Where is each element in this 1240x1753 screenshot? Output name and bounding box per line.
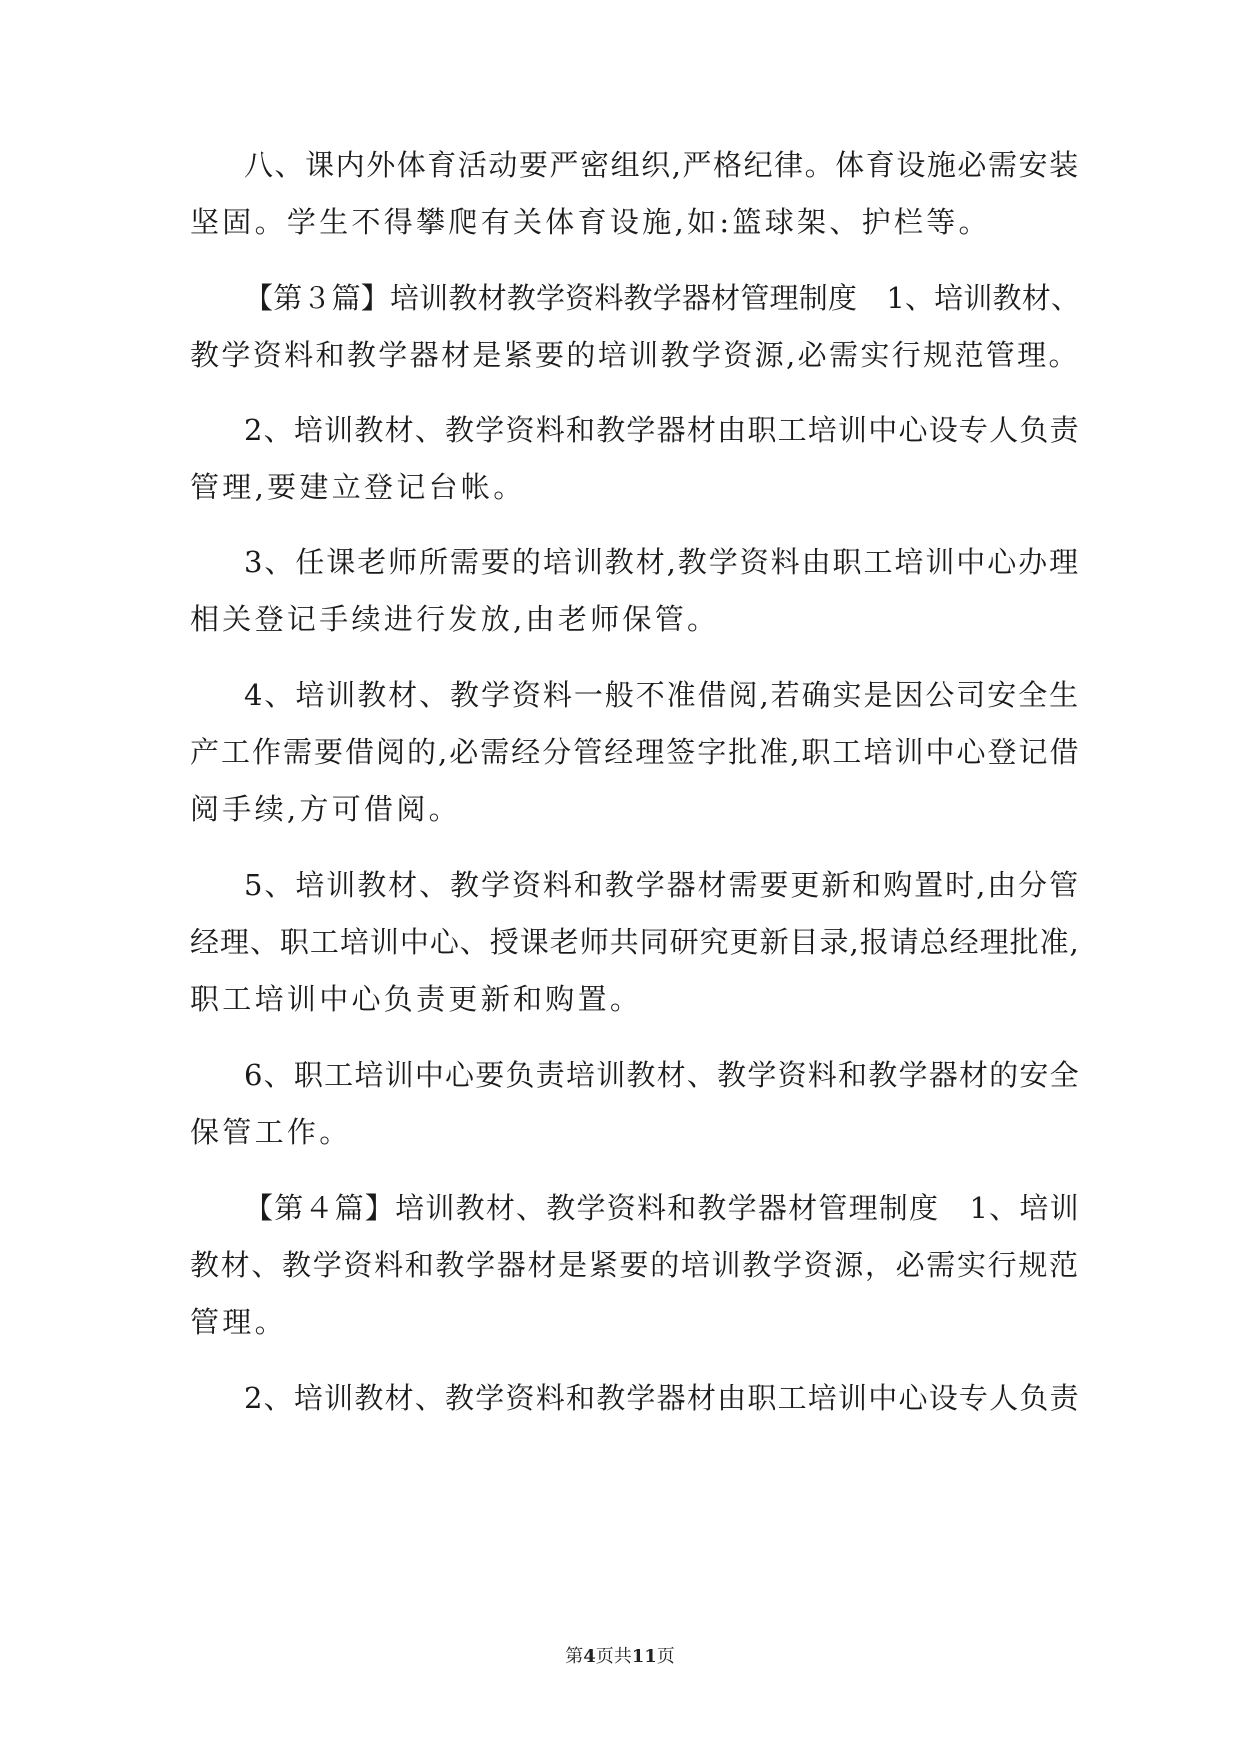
paragraph-line: 教材、教学资料和教学器材是紧要的培训教学资源，必需实行规范 xyxy=(190,1248,1080,1282)
paragraph-line: 产工作需要借阅的,必需经分管经理签字批准,职工培训中心登记借 xyxy=(190,735,1081,769)
page-footer xyxy=(0,1645,1240,1669)
paragraph-line: 5、培训教材、教学资料和教学器材需要更新和购置时,由分管 xyxy=(244,868,1081,902)
paragraph-line: 管理,要建立登记台帐。 xyxy=(190,470,526,504)
paragraph-line: 八、课内外体育活动要严密组织,严格纪律。体育设施必需安装 xyxy=(244,148,1080,182)
paragraph-line: 职工培训中心负责更新和购置。 xyxy=(190,982,643,1016)
paragraph-line: 坚固。学生不得攀爬有关体育设施,如:篮球架、护栏等。 xyxy=(190,205,991,239)
paragraph-line: 教学资料和教学器材是紧要的培训教学资源,必需实行规范管理。 xyxy=(190,338,1080,372)
paragraph-line: 相关登记手续进行发放,由老师保管。 xyxy=(190,602,720,636)
paragraph-line: 阅手续,方可借阅。 xyxy=(190,792,461,826)
paragraph-line: 2、培训教材、教学资料和教学器材由职工培训中心设专人负责 xyxy=(244,1381,1080,1415)
paragraph-line: 管理。 xyxy=(190,1305,287,1339)
paragraph-line: 3、任课老师所需要的培训教材,教学资料由职工培训中心办理 xyxy=(244,545,1081,579)
paragraph-line: 2、培训教材、教学资料和教学器材由职工培训中心设专人负责 xyxy=(244,413,1080,447)
paragraph-line: 【第３篇】培训教材教学资料教学器材管理制度 1、培训教材、 xyxy=(244,281,1081,315)
footer-suffix: 页 xyxy=(656,1646,675,1667)
current-page-number: 4 xyxy=(583,1646,596,1667)
paragraph-line: 经理、职工培训中心、授课老师共同研究更新目录,报请总经理批准, xyxy=(190,925,1080,959)
paragraph-line: 6、职工培训中心要负责培训教材、教学资料和教学器材的安全 xyxy=(244,1058,1080,1092)
paragraph-line: 【第４篇】培训教材、教学资料和教学器材管理制度 1、培训 xyxy=(244,1191,1080,1225)
paragraph-line: 保管工作。 xyxy=(190,1115,352,1149)
paragraph-line: 4、培训教材、教学资料一般不准借阅,若确实是因公司安全生 xyxy=(244,678,1081,712)
total-page-number: 11 xyxy=(631,1646,657,1667)
footer-prefix: 第 xyxy=(565,1646,584,1667)
footer-middle: 页共 xyxy=(595,1646,632,1667)
